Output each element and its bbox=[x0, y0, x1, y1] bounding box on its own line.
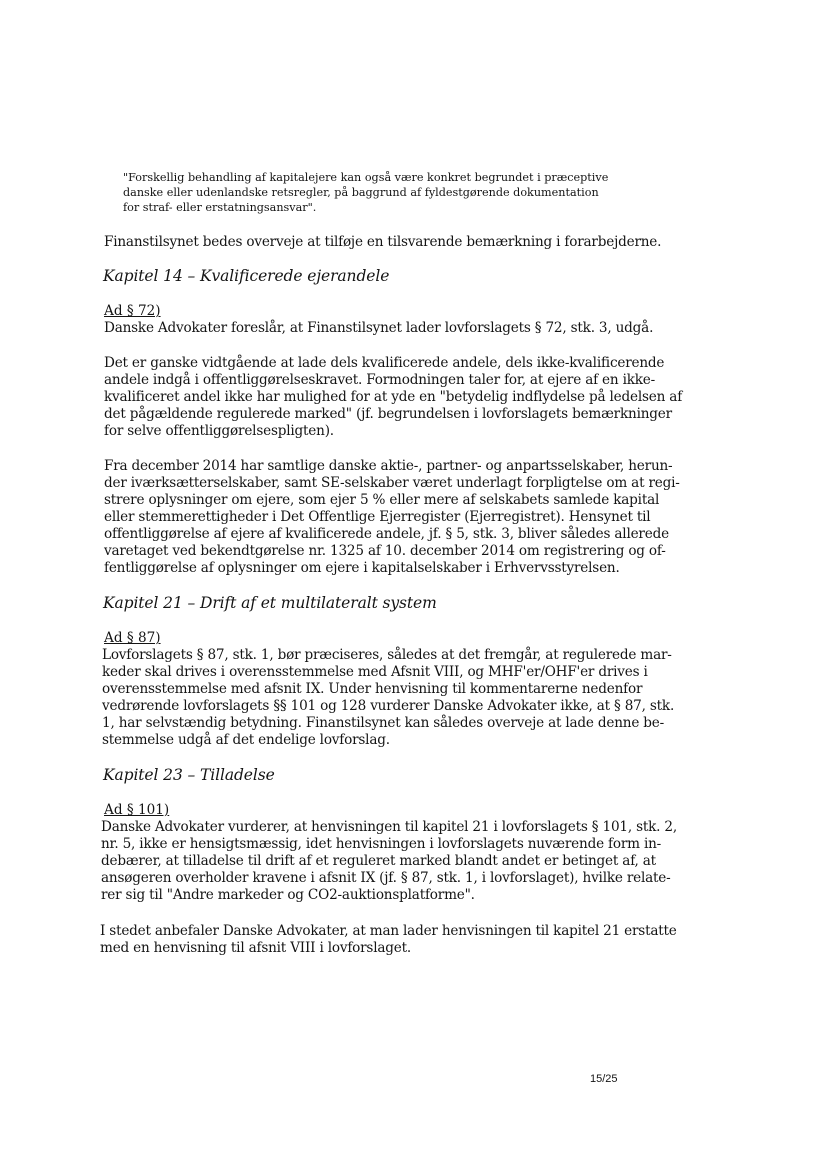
text-line: nr. 5, ikke er hensigtsmæssig, idet henvisningen i lovforslagets nuværende form in- bbox=[101, 836, 662, 852]
text-line: offentliggørelse af ejere af kvalificerede andele, jf. § 5, stk. 3, bliver således allerede bbox=[104, 526, 669, 542]
text-line: Finanstilsynet bedes overveje at tilføje en tilsvarende bemærkning i forarbejderne. bbox=[104, 234, 662, 250]
text-line: rer sig til "Andre markeder og CO2-auktionsplatforme". bbox=[101, 887, 475, 903]
section-heading-kapitel-14: Kapitel 14 – Kvalificerede ejerandele bbox=[103, 267, 390, 285]
text-line: vedrørende lovforslagets §§ 101 og 128 vurderer Danske Advokater ikke, at § 87, stk. bbox=[102, 698, 675, 714]
text-line: eller stemmerettigheder i Det Offentlige Ejerregister (Ejerregistret). Hensynet til bbox=[104, 509, 651, 525]
text-line: Det er ganske vidtgående at lade dels kvalificerede andele, dels ikke-kvalificerende bbox=[104, 355, 665, 371]
section-heading-kapitel-23: Kapitel 23 – Tilladelse bbox=[103, 766, 275, 784]
text-line: der iværksætterselskaber, samt SE-selskaber været underlagt forpligtelse om at regi- bbox=[104, 475, 680, 491]
section-heading-kapitel-21: Kapitel 21 – Drift af et multilateralt system bbox=[103, 594, 437, 612]
text-line: det pågældende regulerede marked" (jf. begrundelsen i lovforslagets bemærkninger bbox=[104, 406, 672, 422]
text-line: I stedet anbefaler Danske Advokater, at man lader henvisningen til kapitel 21 erstatte bbox=[100, 923, 677, 939]
text-line: varetaget ved bekendtgørelse nr. 1325 af 10. december 2014 om registrering og of- bbox=[104, 543, 666, 559]
text-line: fentliggørelse af oplysninger om ejere i kapitalselskaber i Erhvervsstyrelsen. bbox=[104, 560, 620, 576]
text-line: stemmelse udgå af det endelige lovforslag. bbox=[102, 732, 390, 748]
quote-line: for straf- eller erstatningsansvar". bbox=[123, 201, 317, 214]
text-line: debærer, at tilladelse til drift af et reguleret marked blandt andet er betinget af, at bbox=[101, 853, 656, 869]
text-line: ansøgeren overholder kravene i afsnit IX (jf. § 87, stk. 1, i lovforslaget), hvilke relate- bbox=[101, 870, 671, 886]
text-line: Danske Advokater vurderer, at henvisningen til kapitel 21 i lovforslagets § 101, stk. 2, bbox=[101, 819, 677, 835]
text-line: overensstemmelse med afsnit IX. Under henvisning til kommentarerne nedenfor bbox=[102, 681, 643, 697]
text-line: for selve offentliggørelsespligten). bbox=[104, 423, 334, 439]
subsection-label-ad-87: Ad § 87) bbox=[104, 630, 161, 646]
text-line: andele indgå i offentliggørelseskravet. Formodningen taler for, at ejere af en ikke- bbox=[104, 372, 656, 388]
text-line: Lovforslagets § 87, stk. 1, bør præciseres, således at det fremgår, at regulerede mar- bbox=[102, 647, 672, 663]
text-line: med en henvisning til afsnit VIII i lovforslaget. bbox=[100, 940, 411, 956]
page-number: 15/25 bbox=[590, 1073, 618, 1085]
text-line: keder skal drives i overensstemmelse med Afsnit VIII, og MHF'er/OHF'er drives i bbox=[102, 664, 648, 680]
text-line: kvalificeret andel ikke har mulighed for at yde en "betydelig indflydelse på ledelsen af bbox=[104, 389, 683, 405]
quote-line: danske eller udenlandske retsregler, på baggrund af fyldestgørende dokumentation bbox=[123, 186, 599, 199]
subsection-label-ad-101: Ad § 101) bbox=[104, 802, 170, 818]
subsection-label-ad-72: Ad § 72) bbox=[104, 303, 161, 319]
text-line: strere oplysninger om ejere, som ejer 5 % eller mere af selskabets samlede kapital bbox=[104, 492, 660, 508]
text-line: 1, har selvstændig betydning. Finanstilsynet kan således overveje at lade denne be- bbox=[102, 715, 665, 731]
text-line: Fra december 2014 har samtlige danske aktie-, partner- og anpartsselskaber, herun- bbox=[104, 458, 673, 474]
text-line: Danske Advokater foreslår, at Finanstilsynet lader lovforslagets § 72, stk. 3, udgå. bbox=[104, 320, 654, 336]
quote-line: "Forskellig behandling af kapitalejere kan også være konkret begrundet i præceptive bbox=[123, 171, 609, 184]
